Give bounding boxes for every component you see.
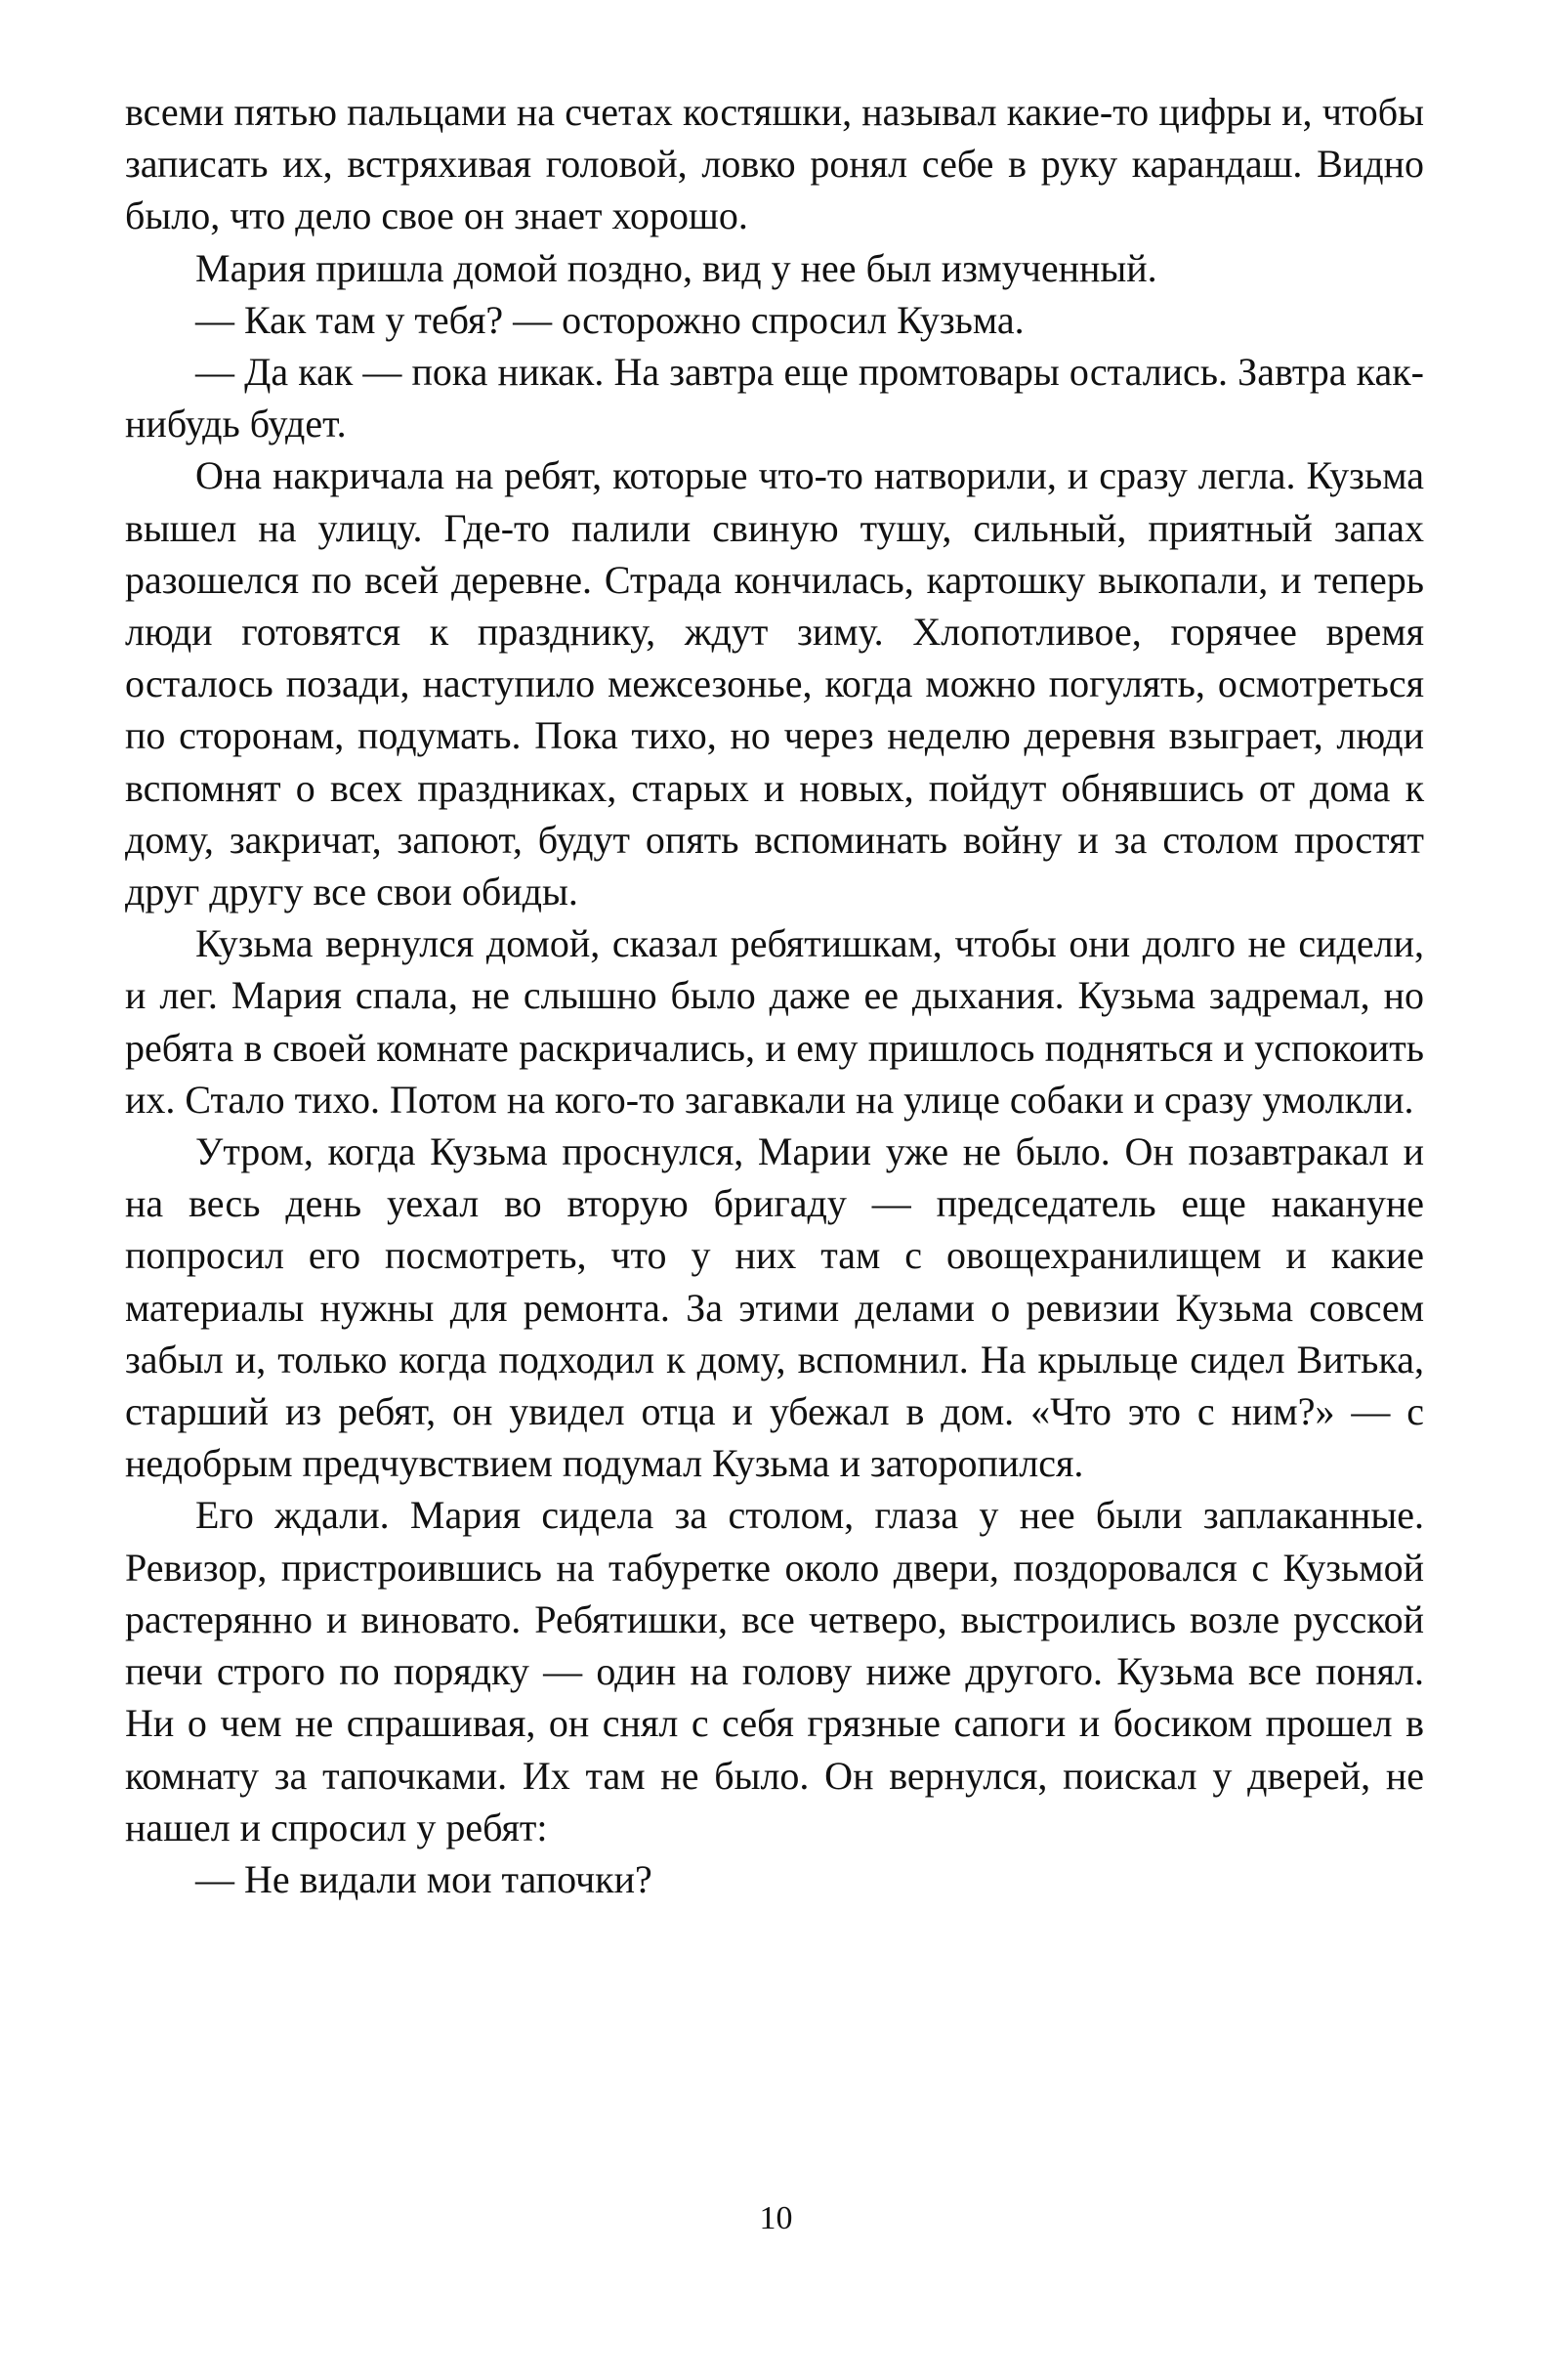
paragraph: Кузьма вернулся домой, сказал ребятишкам, чтобы они долго не сидели, и лег. Мария спала, не слышно было даже ее дыхания. Кузьма задремал, но ребята в своей комнате раскричались, и ему пришлось подняться и успокоить их. Стало тихо. Потом на кого-то загавкали на улице собаки и сразу умолкли. (125, 921, 1424, 1122)
paragraph: Мария пришла домой поздно, вид у нее был измученный. (195, 245, 1157, 290)
paragraph: Утром, когда Кузьма проснулся, Марии уже не было. Он позавтракал и на весь день уехал во вторую бригаду — председатель еще накануне попросил его посмотреть, что у них там с овощехранилищем и какие материалы нужны для ремонта. За этими делами о ревизии Кузьма совсем забыл и, только когда подходил к дому, вспомнил. На крыльце сидел Витька, старший из ребят, он увидел отца и убежал в дом. «Что это с ним?» — с недобрым предчувствием подумал Кузьма и заторопился. (125, 1129, 1424, 1486)
paragraph: Его ждали. Мария сидела за столом, глаза у нее были заплаканные. Ревизор, пристроившись на табуретке около двери, поздоровался с Кузьмой растерянно и виновато. Ребятишки, все четверо, выстроились возле русской печи строго по порядку — один на голову ниже другого. Кузьма все понял. Ни о чем не спрашивая, он снял с себя грязные сапоги и босиком прошел в комнату за тапочками. Их там не было. Он вернулся, поискал у дверей, не нашел и спросил у ребят: (125, 1493, 1424, 1849)
paragraph: Она накричала на ребят, которые что-то натворили, и сразу легла. Кузьма вышел на улицу. Где-то палили свиную тушу, сильный, приятный запах разошелся по всей деревне. Страда кончилась, картошку выкопали, и теперь люди готовятся к празднику, ждут зиму. Хлопотливое, горячее время осталось позади, наступило межсезонье, когда можно погулять, осмотреться по сторонам, подумать. Пока тихо, но через неделю деревня взыграет, люди вспомнят о всех праздниках, старых и новых, пойдут обнявшись от дома к дому, закричат, запоют, будут опять вспоминать войну и за столом простят друг другу все свои обиды. (125, 453, 1424, 914)
dialogue-line: — Как там у тебя? — осторожно спросил Кузьма. (195, 297, 1025, 342)
dialogue-line: — Не видали мои тапочки? (195, 1856, 652, 1901)
page-number: 10 (759, 2200, 793, 2236)
paragraph: всеми пятью пальцами на счетах костяшки, называл какие-то цифры и, чтобы записать их, встряхивая головой, ловко ронял себе в руку карандаш. Видно было, что дело свое он знает хорошо. (125, 90, 1424, 238)
dialogue-line: — Да как — пока никак. На завтра еще промтовары остались. Завтра как-нибудь будет. (125, 350, 1424, 446)
page-body (125, 86, 1424, 1905)
